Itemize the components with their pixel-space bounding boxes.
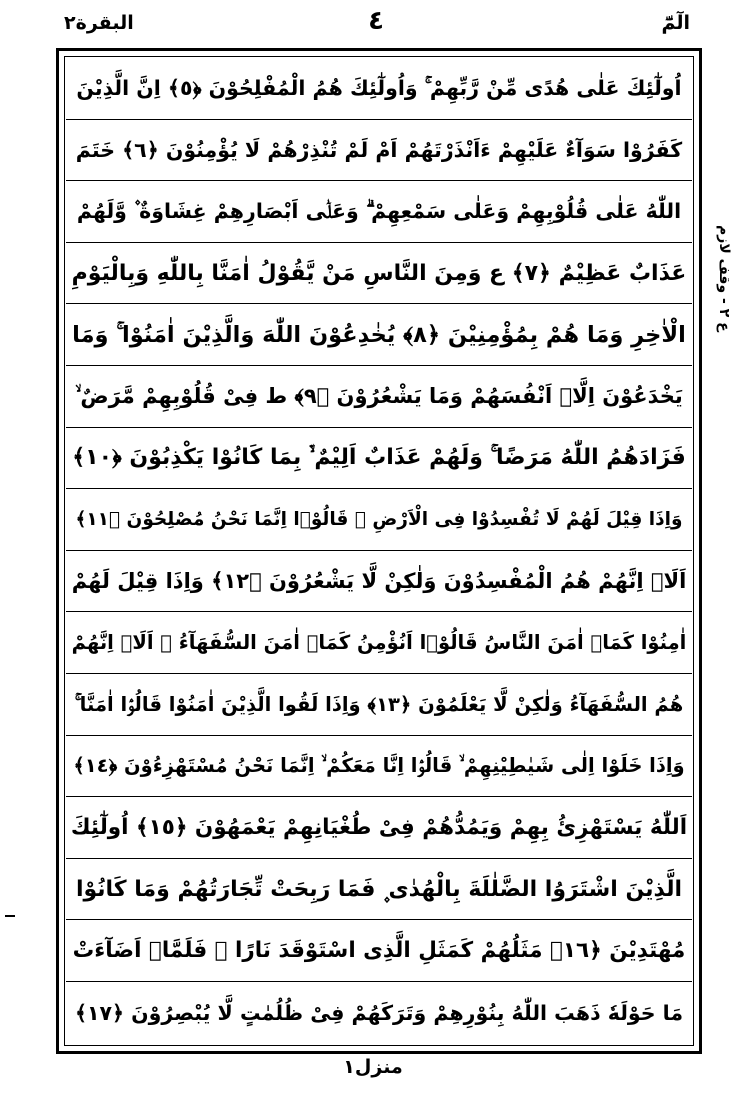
line-text: مُهْتَدِیْنَ ﴿١٦﴾ مَثَلُهُمْ كَمَثَلِ الَّذِی اسْتَوْقَدَ نَارًا ۚ فَلَمَّاۤ اَضَآءَتْ: [72, 938, 686, 964]
line-text: یَخْدَعُوْنَ اِلَّاۤ اَنْفُسَهُمْ وَمَا یَشْعُرُوْنَ ﴿٩﴾ ط فِیْ قُلُوْبِهِمْ مَّرَضٌ ۙ: [75, 383, 683, 408]
line-text: عَذَابٌ عَظِیْمٌ ﴿٧﴾ ع وَمِنَ النَّاسِ مَنْ یَّقُوْلُ اٰمَنَّا بِاللّٰهِ وَبِالْیَوْمِ: [71, 260, 687, 286]
line-text: اُولٰٓئِكَ عَلٰی هُدًی مِّنْ رَّبِّهِمْ ۚ وَاُولٰٓئِكَ هُمُ الْمُفْلِحُوْنَ ﴿٥﴾ اِنَّ الَّذِیْنَ: [76, 75, 682, 100]
page-header: [56, 4, 696, 44]
line-text: وَاِذَا خَلَوْا اِلٰی شَیٰطِیْنِهِمْ ۙ قَالُوْۤا اِنَّا مَعَكُمْ ۙ اِنَّمَا نَحْنُ مُسْتَهْزِءُوْنَ ﴿١٤﴾: [73, 754, 685, 778]
line-text: مَا حَوْلَهٗ ذَهَبَ اللّٰهُ بِنُوْرِهِمْ وَتَرَكَهُمْ فِیْ ظُلُمٰتٍ لَّا یُبْصِرُوْنَ ﴿١٧﴾: [74, 1000, 684, 1025]
text-line: [66, 428, 692, 490]
line-text: الَّذِیْنَ اشْتَرَوُا الضَّلٰلَةَ بِالْهُدٰی ۪ فَمَا رَبِحَتْ تِّجَارَتُهُمْ وَمَا كَانُوْا: [75, 876, 683, 902]
text-line: [66, 120, 692, 182]
line-text: اللّٰهُ عَلٰی قُلُوْبِهِمْ وَعَلٰی سَمْعِهِمْ ۗ وَعَلٰۤی اَبْصَارِهِمْ غِشَاوَةٌ ۫ وَّلَهُمْ: [76, 198, 682, 223]
manzil-footer: منزل١: [343, 1056, 403, 1078]
surah-name: البقرة٢: [64, 12, 134, 34]
page-number: ٤: [368, 6, 384, 36]
text-line: [66, 58, 692, 120]
text-line: [66, 674, 692, 736]
line-text: اَلَاۤ اِنَّهُمْ هُمُ الْمُفْسِدُوْنَ وَلٰكِنْ لَّا یَشْعُرُوْنَ ﴿١٢﴾ وَاِذَا قِیْلَ لَهُمْ: [71, 569, 687, 594]
text-line: [66, 797, 692, 859]
line-text: كَفَرُوْا سَوَآءٌ عَلَیْهِمْ ءَاَنْذَرْتَهُمْ اَمْ لَمْ تُنْذِرْهُمْ لَا یُؤْمِنُوْنَ ﴿٦﴾ خَتَمَ: [75, 137, 683, 162]
text-line: [66, 243, 692, 305]
juz-name: الٓمّٓ: [661, 12, 690, 34]
line-text: هُمُ السُّفَهَآءُ وَلٰكِنْ لَّا یَعْلَمُوْنَ ﴿١٣﴾ وَاِذَا لَقُوا الَّذِیْنَ اٰمَنُوْا قَالُوْۤا اٰمَنَّا ۚ: [74, 692, 684, 716]
text-line: [66, 982, 692, 1044]
quran-text-block: [66, 58, 692, 1044]
text-line: [66, 859, 692, 921]
text-line: [66, 920, 692, 982]
line-text: الْاٰخِرِ وَمَا هُمْ بِمُؤْمِنِیْنَ ﴿٨﴾ یُخٰدِعُوْنَ اللّٰهَ وَالَّذِیْنَ اٰمَنُوْا ۚ وَمَا: [72, 321, 686, 348]
text-line: [66, 304, 692, 366]
text-line: [66, 366, 692, 428]
text-line: [66, 489, 692, 551]
text-line: [66, 736, 692, 798]
line-text: فَزَادَهُمُ اللّٰهُ مَرَضًا ۚ وَلَهُمْ عَذَابٌ اَلِیْمٌ ۙ۬ بِمَا كَانُوْا یَكْذِبُوْنَ ﴿١٠﴾: [72, 445, 686, 471]
line-text: اٰمِنُوْا كَمَاۤ اٰمَنَ النَّاسُ قَالُوْۤا اَنُؤْمِنُ كَمَاۤ اٰمَنَ السُّفَهَآءُ ۭ اَلَاۤ اِنَّهُمْ: [71, 631, 687, 655]
margin-note: [706, 225, 742, 425]
line-text: وَاِذَا قِیْلَ لَهُمْ لَا تُفْسِدُوْا فِی الْاَرْضِ ۙ قَالُوْۤا اِنَّمَا نَحْنُ مُصْلِحُوْنَ ﴿١١﴾: [75, 508, 683, 530]
text-line: [66, 181, 692, 243]
margin-tick-mark: [5, 915, 15, 917]
line-text: اَللّٰهُ یَسْتَهْزِئُ بِهِمْ وَیَمُدُّهُمْ فِیْ طُغْیَانِهِمْ یَعْمَهُوْنَ ﴿١٥﴾ اُولٰٓئِكَ: [70, 814, 688, 840]
text-line: [66, 551, 692, 613]
text-line: [66, 612, 692, 674]
margin-note-text: ع ٢ - وقف لازم: [716, 225, 732, 332]
